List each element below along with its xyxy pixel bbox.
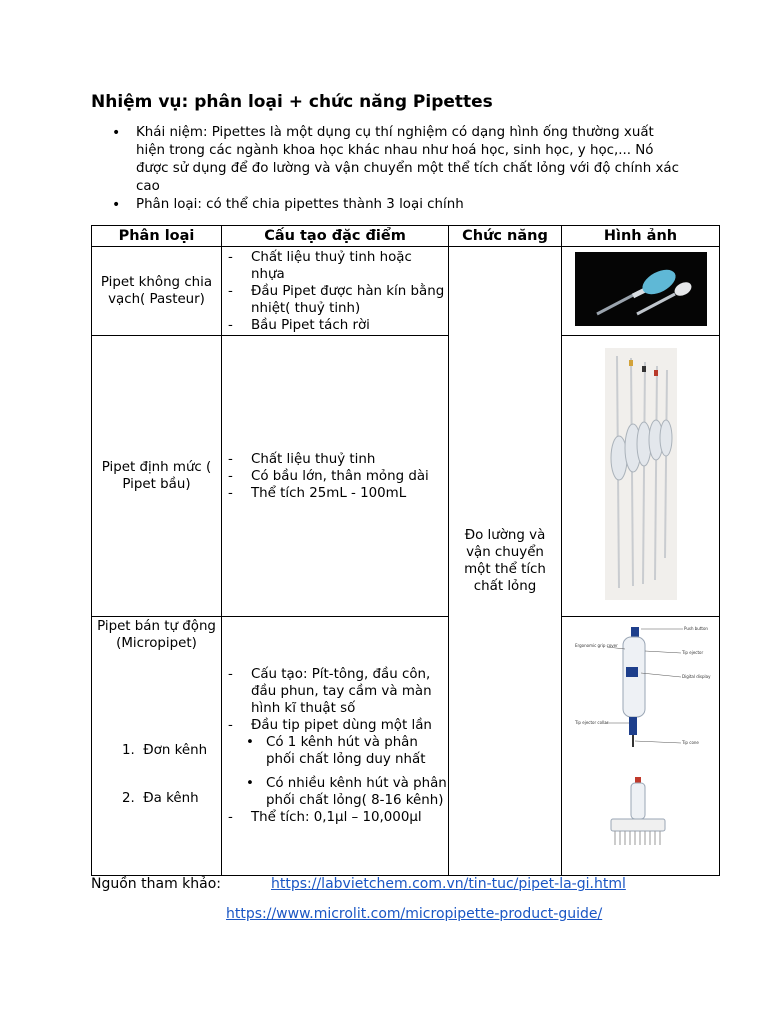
intro-classification: • Phân loại: có thể chia pipettes thành 3 loại chính: [112, 196, 682, 214]
feature-item: - Chất liệu thuỷ tinh hoặc nhựa: [228, 249, 448, 283]
header-type: Phân loại: [92, 226, 222, 247]
feature-item: - Chất liệu thuỷ tinh: [228, 451, 448, 468]
feature-subitem: • Có nhiều kênh hút và phân phối chất lỏng( 8-16 kênh): [244, 775, 448, 809]
feature-subitem: • Có 1 kênh hút và phân phối chất lỏng duy nhất: [244, 734, 448, 768]
header-function: Chức năng: [449, 226, 562, 247]
table-row: [92, 336, 720, 617]
features-micropipette: [222, 617, 449, 876]
function-cell: Đo lường và vận chuyển một thể tích chất lỏng: [449, 247, 562, 876]
label-digital-display: Digital display: [681, 674, 710, 679]
table-row: [92, 617, 720, 876]
feature-item: - Cấu tạo: Pít-tông, đầu côn, đầu phun, tay cầm và màn hình kĩ thuật số: [228, 666, 448, 717]
pasteur-image-cell: [562, 247, 720, 336]
sources-label: Nguồn tham khảo:: [91, 876, 221, 892]
type-volumetric: Pipet định mức ( Pipet bầu): [92, 336, 222, 617]
pipette-table: [91, 225, 720, 876]
feature-item: - Đầu Pipet được hàn kín bằng nhiệt( thuỷ tinh): [228, 283, 448, 317]
header-features: Cấu tạo đặc điểm: [222, 226, 449, 247]
micropipette-image-cell: [562, 617, 720, 876]
feature-item: - Bầu Pipet tách rời: [228, 317, 448, 334]
table-header-row: [92, 226, 720, 247]
type-micropipette: [92, 617, 222, 876]
type-pasteur: Pipet không chia vạch( Pasteur): [92, 247, 222, 336]
subtype-single: 1. Đơn kênh: [122, 743, 208, 758]
source-link-labvietchem[interactable]: https://labvietchem.com.vn/tin-tuc/pipet-la-gi.html: [271, 876, 626, 892]
page-title: Nhiệm vụ: phân loại + chức năng Pipettes: [91, 92, 493, 112]
pasteur-pipette-image: [575, 252, 707, 326]
feature-item: - Thể tích 25mL - 100mL: [228, 485, 448, 502]
subtype-multi: 2. Đa kênh: [122, 791, 199, 806]
single-channel-diagram: [574, 626, 711, 747]
type-micropipette-label: Pipet bán tự động (Micropipet): [97, 619, 216, 651]
intro-list: [112, 124, 682, 214]
volumetric-pipette-image: [605, 348, 677, 600]
features-pasteur: [222, 247, 449, 336]
label-tip-cone: Tip cone: [681, 740, 699, 745]
micropipette-image: [571, 617, 711, 867]
label-ejector-collar: Tip ejector collar: [574, 720, 608, 725]
multi-channel-diagram: [611, 777, 665, 845]
table-row: [92, 247, 720, 336]
intro-concept: • Khái niệm: Pipettes là một dụng cụ thí nghiệm có dạng hình ống thường xuất hiện trong các ngành khoa học khác nhau như hoá học, sinh học, y học,... Nó được sử dụng để đo lường và vận chuyển một thể tích chất lỏng với độ chính xác cao: [112, 124, 682, 196]
label-grip-cover: Ergonomic grip cover: [574, 643, 618, 648]
header-image: Hình ảnh: [562, 226, 720, 247]
label-push-button: Push button: [683, 626, 708, 631]
source-link-microlit[interactable]: https://www.microlit.com/micropipette-product-guide/: [226, 906, 603, 922]
feature-item: - Đầu tip pipet dùng một lần: [228, 717, 448, 734]
feature-item: - Thể tích: 0,1µl – 10,000µl: [228, 809, 448, 826]
feature-item: - Có bầu lớn, thân mỏng dài: [228, 468, 448, 485]
features-volumetric: [222, 336, 449, 617]
volumetric-image-cell: [562, 336, 720, 617]
label-tip-ejector: Tip ejector: [681, 650, 703, 655]
